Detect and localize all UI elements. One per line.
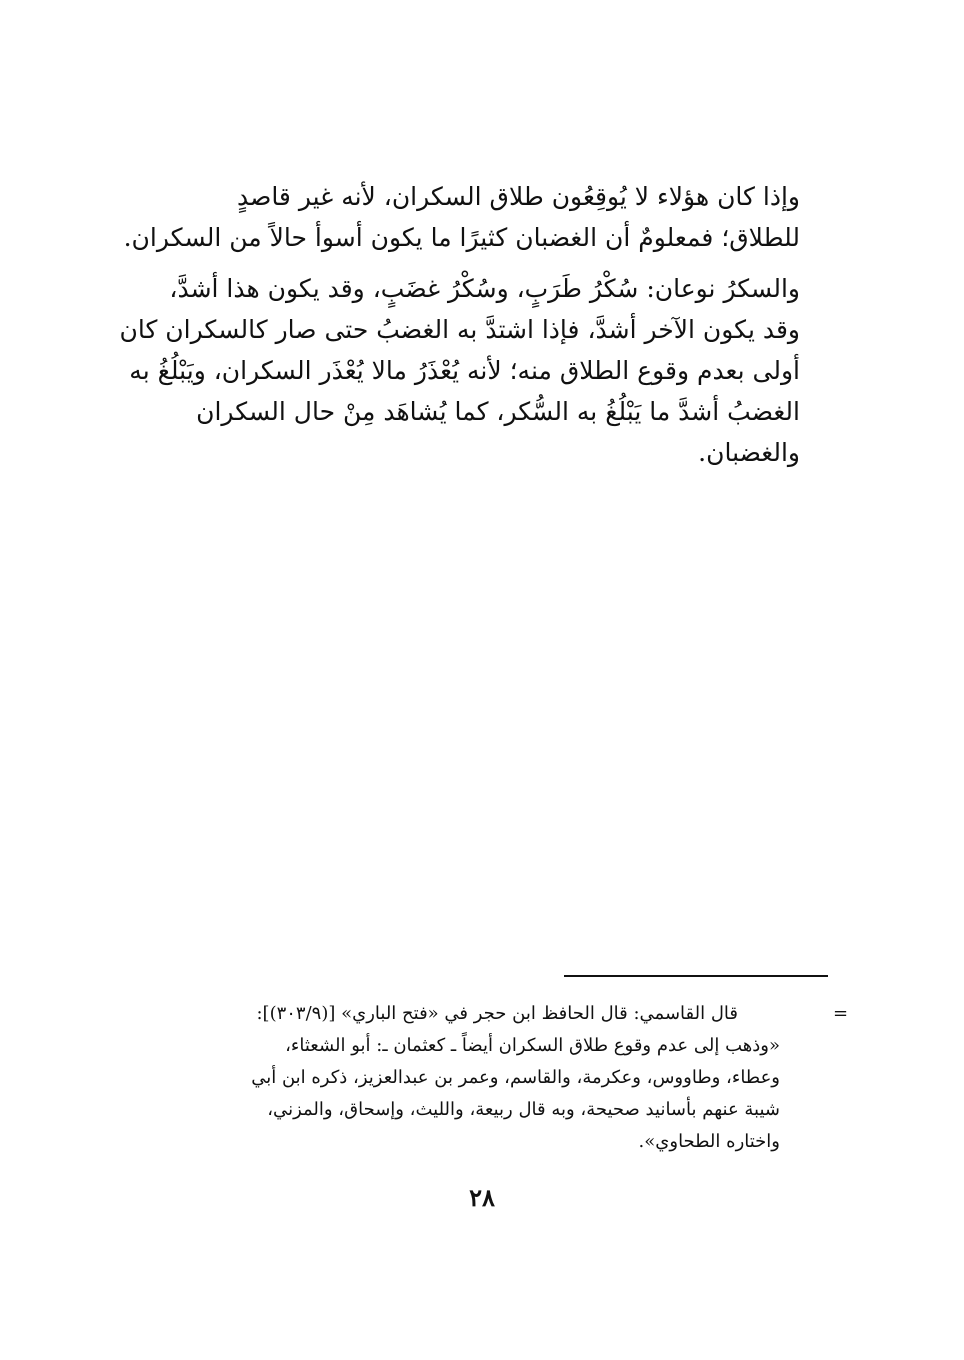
text-line: والغضبان.	[698, 438, 800, 467]
footnote-line: «وذهب إلى عدم وقوع طلاق السكران أيضاً ـ كعثمان ـ: أبو الشعثاء،	[285, 1035, 780, 1056]
text-line: والسكرُ نوعان: سُكْرُ طَرَبٍ، وسُكْرُ غضَبٍ، وقد يكون هذا أشدَّ،	[169, 274, 800, 303]
text-line: وقد يكون الآخر أشدَّ، فإذا اشتدَّ به الغضبُ حتى صار كالسكران كان	[119, 315, 800, 344]
text-line: للطلاق؛ فمعلومٌ أن الغضبان كثيرًا ما يكون أسوأ حالاً من السكران.	[123, 223, 800, 252]
paragraph-1	[123, 176, 828, 258]
footnote-line: شيبة عنهم بأسانيد صحيحة، وبه قال ربيعة، والليث، وإسحاق، والمزني،	[267, 1099, 780, 1120]
text-line: أولى بعدم وقوع الطلاق منه؛ لأنه يُعْذَرُ مالا يُعْذَر السكران، ويَبْلُغُ به	[129, 356, 800, 385]
paragraph-2	[119, 268, 828, 473]
text-line: الغضبُ أشدَّ ما يَبْلُغُ به السُّكر، كما يُشاهَد مِنْ حال السكران	[196, 397, 800, 426]
footnote-divider	[564, 975, 828, 977]
main-text-body	[119, 176, 828, 473]
footnote-continuation-mark: =	[833, 1003, 849, 1024]
footnote	[132, 998, 780, 1158]
footnote-line: وعطاء، وطاووس، وعكرمة، والقاسم، وعمر بن عبدالعزيز، ذكره ابن أبي	[251, 1067, 780, 1088]
text-line: وإذا كان هؤلاء لا يُوقِعُون طلاق السكران، لأنه غير قاصدٍ	[236, 182, 800, 211]
page-number: ٢٨	[469, 1183, 495, 1212]
footnote-line: قال القاسمي: قال الحافظ ابن حجر في «فتح الباري» [(٣٠٣/٩)]:	[256, 1003, 738, 1024]
footnote-line: واختاره الطحاوي».	[638, 1131, 780, 1152]
